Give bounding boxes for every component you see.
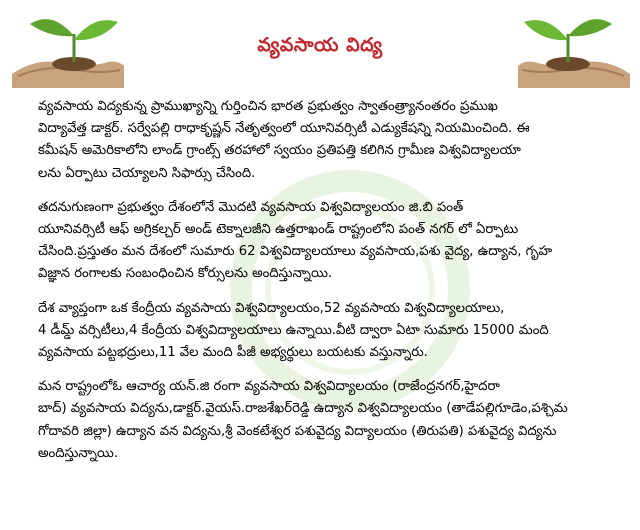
page-title: వ్యవసాయ విద్య — [257, 34, 383, 56]
paragraph: మన రాష్ట్రంలోఓ ఆచార్య యన్.జి రంగా వ్యవసాయ విశ్వవిద్యాలయం (రాజేంద్రనగర్,హైదరా బాద్) వ్యవసాయ విద్యను,డాక్టర్.వైయస్.రాజశేఖర్‌రెడ్డి ఉద్యాన విశ్వవిద్యాలయం (తాడేపల్లిగూడెం,పశ్చిమ గోదావరి జిల్లా) ఉద్యాన వన విద్యను,శ్రీ వెంకటేశ్వర పశువైద్య విద్యాలయం (తిరుపతి) పశువైద్య విద్యను అందిస్తున్నాయి. — [38, 379, 568, 461]
paragraph: దేశ వ్యాప్తంగా ఒక కేంద్రీయ వ్యవసాయ విశ్వవిద్యాలయం,52 వ్యవసాయ విశ్వవిద్యాలయాలు, 4 డీమ్డ్ వర్సిటీలు,4 కేంద్రీయ విశ్వవిద్యాలయాలు ఉన్నాయి.వీటి ద్వారా ఏటా సుమారు 15000 మంది వ్యవసాయ పట్టభద్రులు,11 వేల మంది పీజీ అభ్యర్థులు బయటకు వస్తున్నారు. — [38, 300, 549, 361]
paragraph: వ్యవసాయ విద్యకున్న ప్రాముఖ్యాన్ని గుర్తించిన భారత ప్రభుత్వం స్వాతంత్ర్యానంతరం ప్రముఖ విద్యావేత్త డాక్టర్. సర్వేపల్లి రాధాకృష్ణన్ నేతృత్వంలో యూనివర్సిటీ ఎడ్యుకేషన్ని నియమించింది. ఈ కమీషన్ అమెరికాలోని లాండ్ గ్రాంట్స్ తరహాలో స్వయం ప్రతిపత్తి కలిగిన గ్రామీణ విశ్వవిద్యాలయా లను ఏర్పాటు చెయ్యాలని సిఫార్సు చేసింది. — [38, 99, 530, 181]
paragraph: తదనుగుణంగా ప్రభుత్వం దేశంలోనే మొదటి వ్యవసాయ విశ్వవిద్యాలయం జి.బి పంత్ యూనివర్సిటీ ఆఫ్ అగ్రికల్చర్ అండ్ టెక్నాలజీని ఉత్తరాఖండ్ రాష్ట్రంలోని పంత్ నగర్ లో ఏర్పాటు చేసింది.ప్రస్తుతం మన దేశంలో సుమారు 62 విశ్వవిద్యాలయాలు వ్యవసాయ,పశు వైద్య, ఉద్యాన, గృహ విజ్ఞాన రంగాలకు సంబంధించిన కోర్సులను అందిస్తున్నాయి. — [38, 199, 553, 282]
article-body — [38, 96, 628, 477]
